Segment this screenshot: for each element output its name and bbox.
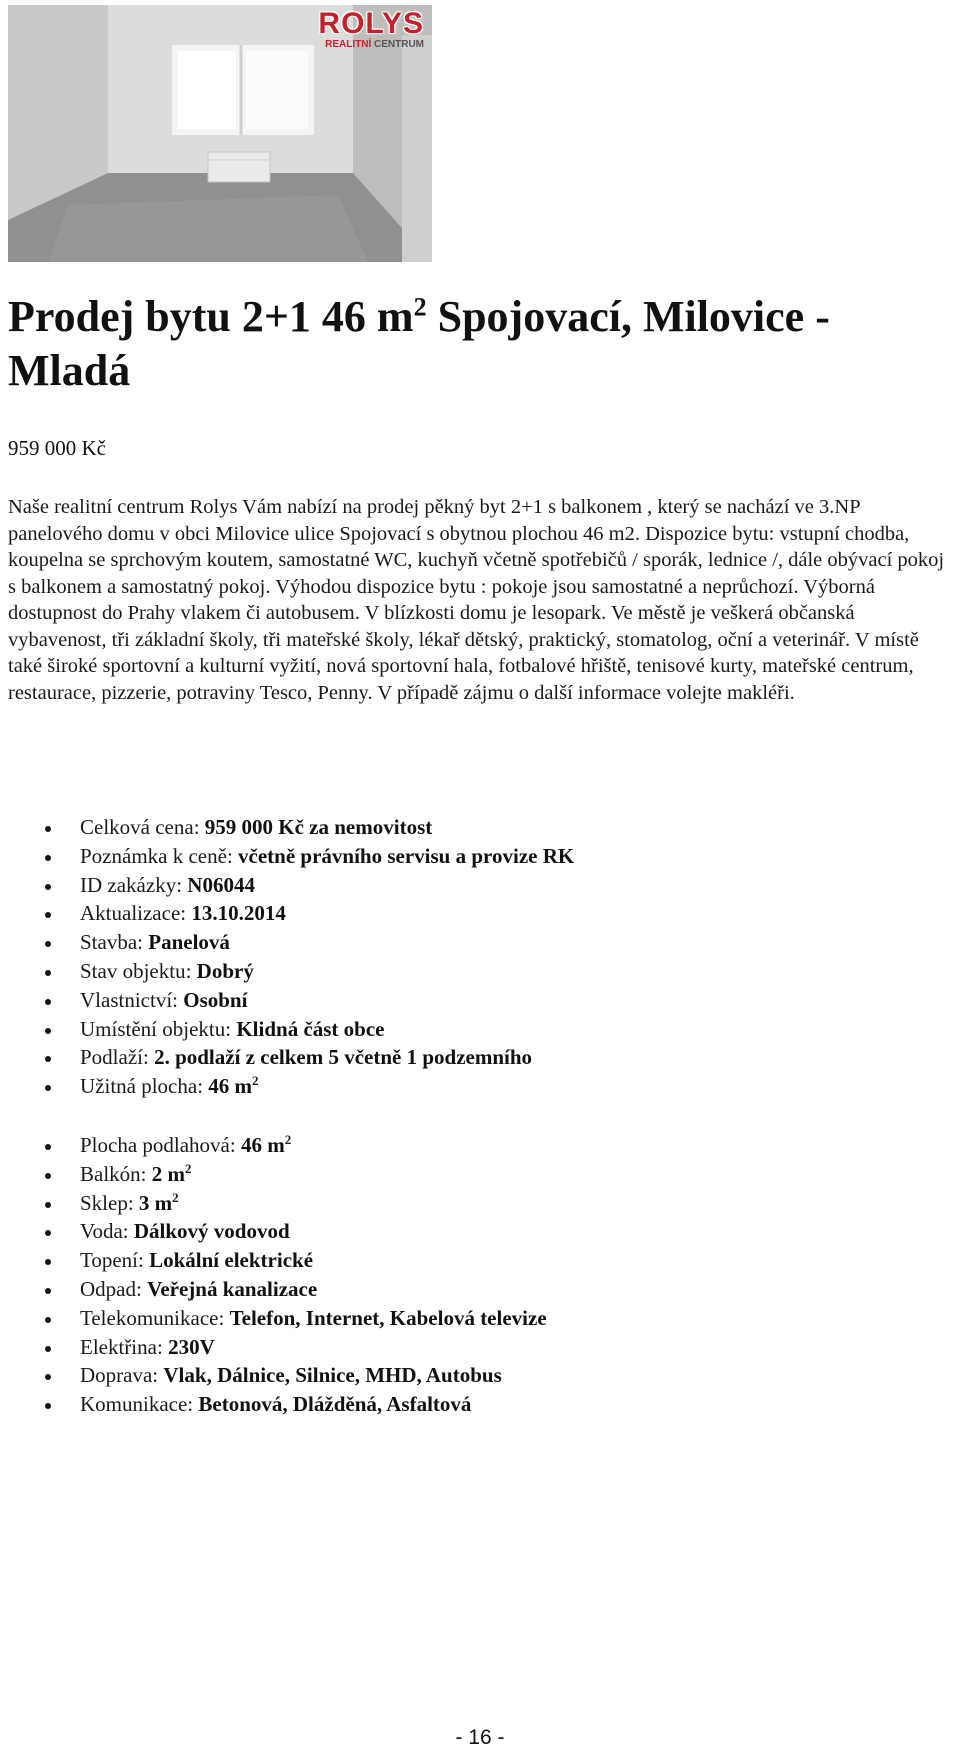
parameter-value: 13.10.2014 bbox=[191, 901, 286, 926]
parameter-value: Panelová bbox=[148, 930, 230, 955]
parameter-value: 3 m bbox=[138, 1190, 173, 1215]
parameter-label: Balkón: bbox=[80, 1161, 152, 1186]
apartment-photo bbox=[8, 5, 432, 262]
parameter-item bbox=[80, 871, 940, 900]
parameter-label: Vlastnictví: bbox=[80, 987, 184, 1012]
parameter-label: Stav objektu: bbox=[80, 958, 197, 983]
parameter-item bbox=[80, 986, 940, 1015]
parameter-label: Topení: bbox=[80, 1248, 150, 1273]
parameter-unit-exponent: 2 bbox=[172, 1189, 179, 1205]
parameter-value: Telefon, Internet, Kabelová televize bbox=[229, 1305, 547, 1330]
parameter-item bbox=[80, 957, 940, 986]
parameter-value: Klidná část obce bbox=[236, 1016, 385, 1041]
parameter-item bbox=[80, 1072, 940, 1101]
listing-description: Naše realitní centrum Rolys Vám nabízí na prodej pěkný byt 2+1 s balkonem , který se nachází ve 3.NP panelového domu v obci Milovice ulice Spojovací s obytnou plochou 46 m2. Dispozice bytu: vstupní chodba, koupelna se sprchovým koutem, samostatné WC, kuchyň včetně spotřebičů / sporák, lednice /, dále obývací pokoj s balkonem a samostatný pokoj. Výhodou dispozice bytu : pokoje jsou samostatné a neprůchozí. Výborná dostupnost do Prahy vlakem či autobusem. V blízkosti domu je lesopark. Ve městě je veškerá občanská vybavenost, tři základní školy, tři mateřské školy, lékař dětský, praktický, stomatolog, oční a veterinář. V místě také široké sportovní a kulturní vyžití, nová sportovní hala, fotbalové hřiště, tenisové kurty, mateřské centrum, restaurace, pizzerie, potraviny Tesco, Penny. V případě zájmu o další informace volejte makléři. bbox=[8, 496, 945, 704]
parameter-item bbox=[80, 928, 940, 957]
parameter-item bbox=[80, 1189, 940, 1218]
parameter-value: 959 000 Kč za nemovitost bbox=[204, 815, 433, 839]
parameter-item bbox=[80, 842, 940, 871]
listing-title: Prodej bytu 2+1 46 $m^2$ Spojovací, Milovice - Mladá bbox=[8, 292, 830, 395]
parameter-value: Osobní bbox=[183, 987, 248, 1012]
parameter-value: 46 m bbox=[240, 1133, 285, 1157]
parameter-value: Dobrý bbox=[196, 958, 254, 983]
parameter-label: Komunikace: bbox=[80, 1392, 199, 1417]
parameter-label: Elektřina: bbox=[80, 1334, 169, 1359]
parameter-value: Lokální elektrické bbox=[149, 1248, 314, 1273]
parameter-item bbox=[80, 1217, 940, 1246]
parameter-label: Stavba: bbox=[80, 930, 149, 955]
parameter-item bbox=[80, 1160, 940, 1189]
parameter-value: Betonová, Dlážděná, Asfaltová bbox=[198, 1392, 472, 1417]
parameter-item bbox=[80, 1275, 940, 1304]
parameter-label: Celková cena: bbox=[80, 815, 205, 839]
parameter-label: Voda: bbox=[80, 1219, 134, 1244]
parameter-item bbox=[80, 1304, 940, 1333]
parameters-list-primary bbox=[0, 813, 940, 1101]
parameter-item bbox=[80, 1131, 940, 1160]
parameter-label: Podlaží: bbox=[80, 1045, 155, 1070]
parameter-item bbox=[80, 1390, 940, 1419]
parameter-label: Umístění objektu: bbox=[80, 1016, 237, 1041]
parameter-item bbox=[80, 1015, 940, 1044]
parameter-value: Veřejná kanalizace bbox=[147, 1276, 318, 1301]
parameter-value: N06044 bbox=[187, 872, 255, 897]
parameter-label: Telekomunikace: bbox=[80, 1305, 230, 1330]
rolys-logo bbox=[318, 9, 424, 50]
parameter-value: Vlak, Dálnice, Silnice, MHD, Autobus bbox=[163, 1363, 502, 1388]
parameter-unit-exponent: 2 bbox=[252, 1073, 259, 1089]
parameter-label: Užitná plocha: bbox=[80, 1074, 209, 1099]
logo-brand: ROLYS bbox=[318, 7, 424, 40]
parameter-unit-exponent: 2 bbox=[284, 1132, 292, 1147]
parameter-value: 2 m bbox=[151, 1161, 185, 1186]
parameter-value: Dálkový vodovod bbox=[133, 1219, 290, 1244]
parameters-list-secondary bbox=[0, 1131, 940, 1419]
parameter-item bbox=[80, 1333, 940, 1362]
logo-subtitle: REALITNÍ CENTRUM bbox=[325, 39, 424, 50]
parameter-label: Aktualizace: bbox=[80, 901, 192, 926]
parameter-item bbox=[80, 1246, 940, 1275]
parameter-label: Odpad: bbox=[80, 1276, 148, 1301]
parameter-label: ID zakázky: bbox=[80, 872, 188, 897]
parameter-value: včetně právního servisu a provize RK bbox=[238, 843, 575, 868]
parameter-value: 2. podlaží z celkem 5 včetně 1 podzemního bbox=[154, 1045, 533, 1070]
parameter-label: Poznámka k ceně: bbox=[80, 843, 239, 868]
parameter-unit-exponent: 2 bbox=[185, 1160, 192, 1176]
parameter-item bbox=[80, 899, 940, 928]
parameter-label: Plocha podlahová: bbox=[80, 1133, 241, 1157]
parameter-value: 230V bbox=[168, 1334, 215, 1359]
parameter-item bbox=[80, 813, 940, 842]
parameter-label: Doprava: bbox=[80, 1363, 164, 1388]
listing-price: 959 000 Kč bbox=[8, 436, 106, 460]
parameter-item bbox=[80, 1361, 940, 1390]
parameter-value: 46 m bbox=[208, 1074, 253, 1099]
parameter-label: Sklep: bbox=[80, 1190, 139, 1215]
parameter-item bbox=[80, 1043, 940, 1072]
page-number: - 16 - bbox=[455, 1726, 505, 1749]
